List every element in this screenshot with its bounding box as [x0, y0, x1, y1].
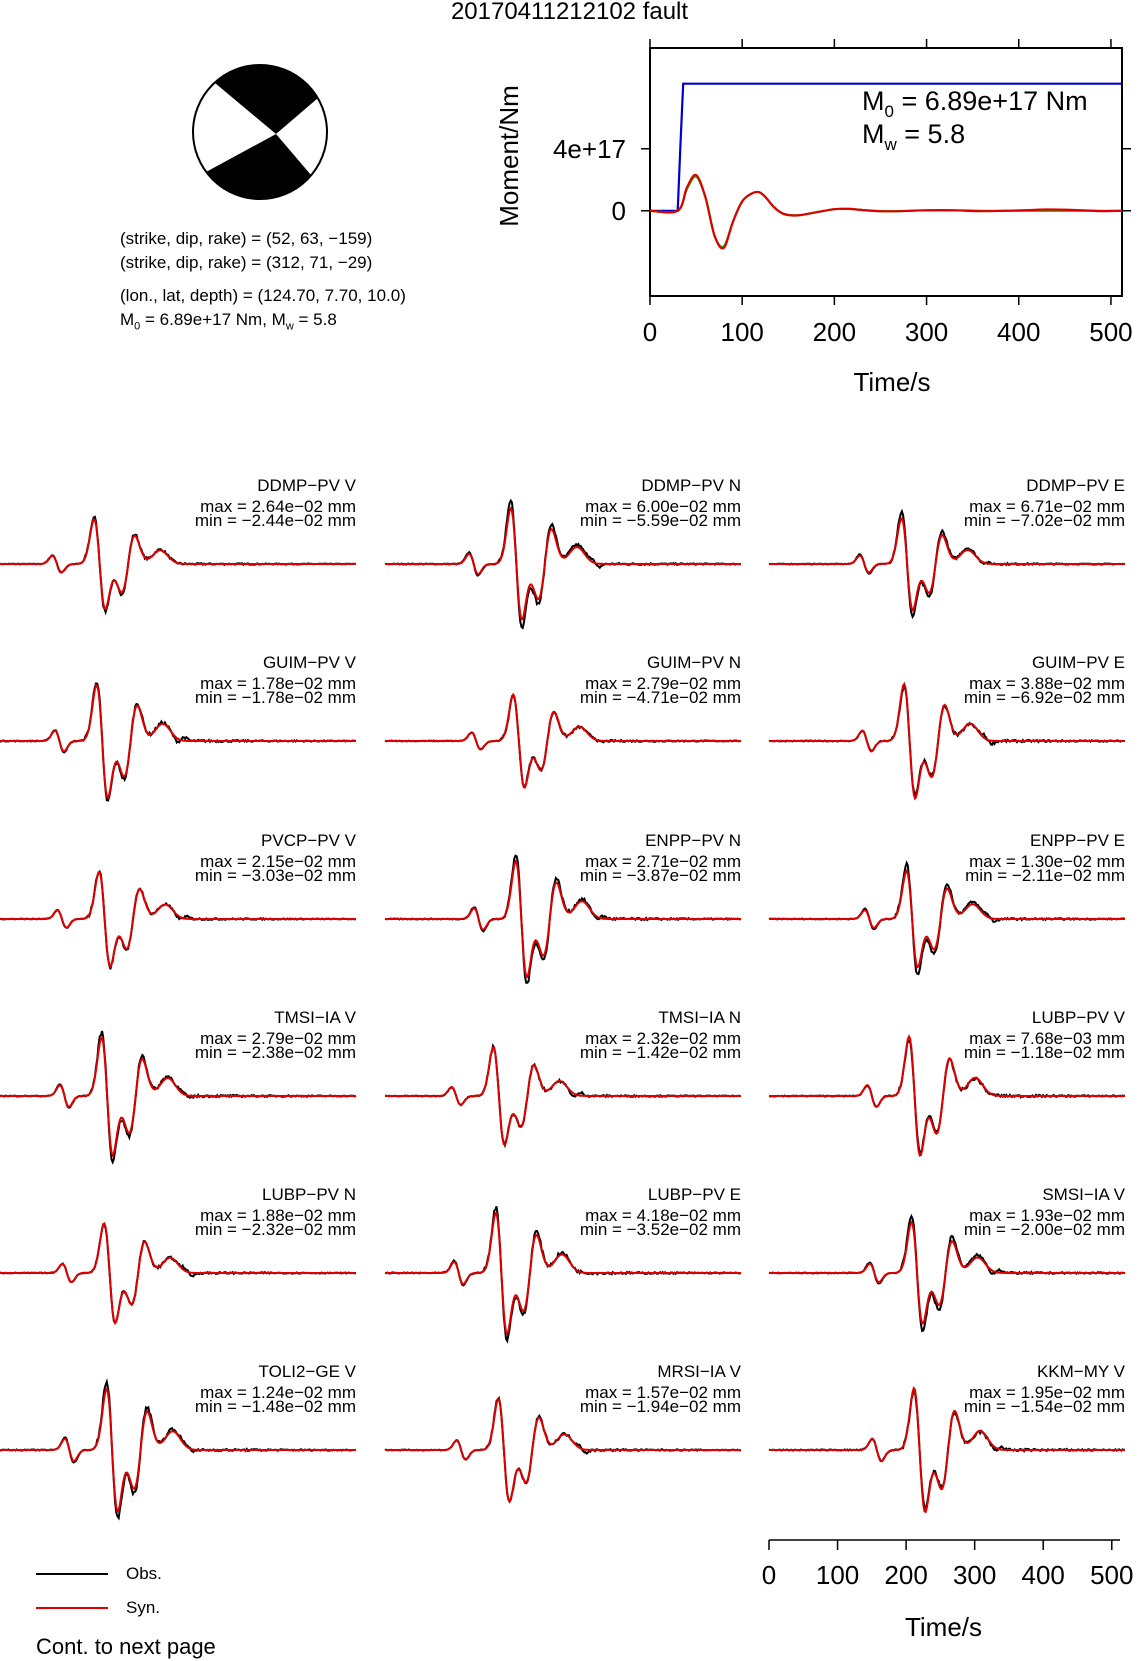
trace-max-label: max = 2.32e−02 mm — [585, 1029, 741, 1048]
moment-y-tick-label: 0 — [611, 195, 626, 226]
moment-x-axis-label: Time/s — [853, 367, 931, 397]
trace-min-label: min = −3.87e−02 mm — [579, 866, 741, 885]
trace-max-label: max = 2.79e−02 mm — [200, 1029, 356, 1048]
moment-summary: $M_0 = 6.89e+17$ Nm, $M_w = 5.8$ — [120, 310, 337, 333]
trace-station-label: GUIM−PV N — [647, 653, 741, 672]
trace-max-label: max = 1.88e−02 mm — [200, 1206, 356, 1225]
moment-x-tick-label: 300 — [904, 317, 949, 347]
synthetic-trace — [385, 695, 741, 788]
trace-station-label: LUBP−PV V — [1031, 1008, 1125, 1027]
trace-max-label: max = 1.78e−02 mm — [200, 674, 356, 693]
continuation-note: Cont. to next page — [36, 1634, 216, 1659]
synthetic-trace — [0, 872, 356, 966]
legend-syn-label: Syn. — [126, 1598, 161, 1617]
trace-max-label: max = 4.18e−02 mm — [585, 1206, 741, 1225]
trace-min-label: min = −2.38e−02 mm — [194, 1043, 356, 1062]
trace-station-label: SMSI−IA V — [1042, 1185, 1125, 1204]
trace-max-label: max = 1.95e−02 mm — [969, 1383, 1125, 1402]
trace-max-label: max = 2.15e−02 mm — [200, 852, 356, 871]
moment-y-tick-label: 4e+17 — [552, 133, 626, 164]
trace-station-label: ENPP−PV N — [645, 831, 741, 850]
observed-trace — [0, 872, 356, 970]
waveform-x-tick-label: 100 — [815, 1560, 860, 1590]
moment-mw-annotation: $M_w = 5.8$ — [862, 119, 966, 154]
trace-min-label: min = −1.54e−02 mm — [963, 1397, 1125, 1416]
trace-station-label: DDMP−PV V — [257, 476, 356, 495]
trace-min-label: min = −2.11e−02 mm — [965, 866, 1125, 885]
trace-station-label: TMSI−IA V — [274, 1008, 356, 1027]
waveform-x-tick-label: 300 — [952, 1560, 997, 1590]
trace-station-label: ENPP−PV E — [1030, 831, 1125, 850]
trace-min-label: min = −6.92e−02 mm — [963, 688, 1125, 707]
moment-x-tick-label: 200 — [812, 317, 857, 347]
trace-min-label: min = −2.44e−02 mm — [194, 511, 356, 530]
moment-y-axis-label: Moment/Nm — [494, 85, 524, 227]
moment-x-tick-label: 400 — [997, 317, 1041, 347]
moment-x-tick-label: 500 — [1089, 317, 1133, 347]
trace-max-label: max = 7.68e−03 mm — [969, 1029, 1125, 1048]
trace-station-label: TOLI2−GE V — [258, 1362, 356, 1381]
trace-min-label: min = −2.00e−02 mm — [963, 1220, 1125, 1239]
trace-min-label: min = −1.18e−02 mm — [963, 1043, 1125, 1062]
waveform-x-tick-label: 200 — [884, 1560, 928, 1590]
nodal-plane-1: (strike, dip, rake) = (52, 63, −159) — [120, 229, 373, 248]
trace-station-label: GUIM−PV E — [1031, 653, 1125, 672]
waveform-x-tick-label: 400 — [1021, 1560, 1065, 1590]
trace-min-label: min = −4.71e−02 mm — [579, 688, 741, 707]
trace-station-label: GUIM−PV V — [262, 653, 356, 672]
trace-station-label: LUBP−PV N — [261, 1185, 356, 1204]
trace-min-label: min = −3.52e−02 mm — [579, 1220, 741, 1239]
nodal-plane-2: (strike, dip, rake) = (312, 71, −29) — [120, 253, 373, 272]
hypocenter-location: (lon., lat, depth) = (124.70, 7.70, 10.0) — [120, 286, 406, 305]
trace-max-label: max = 3.88e−02 mm — [969, 674, 1125, 693]
trace-station-label: TMSI−IA N — [658, 1008, 741, 1027]
trace-station-label: PVCP−PV V — [261, 831, 356, 850]
synthetic-trace — [385, 1043, 741, 1145]
trace-min-label: min = −1.78e−02 mm — [194, 688, 356, 707]
trace-max-label: max = 1.57e−02 mm — [585, 1383, 741, 1402]
legend-obs-label: Obs. — [126, 1564, 162, 1583]
trace-max-label: max = 6.00e−02 mm — [585, 497, 741, 516]
moment-x-tick-label: 100 — [720, 317, 764, 347]
trace-min-label: min = −3.03e−02 mm — [194, 866, 356, 885]
trace-station-label: DDMP−PV N — [641, 476, 741, 495]
page-title: 20170411212102 fault — [450, 0, 689, 25]
trace-max-label: max = 1.24e−02 mm — [200, 1383, 356, 1402]
trace-max-label: max = 6.71e−02 mm — [969, 497, 1125, 516]
waveform-x-tick-label: 0 — [761, 1560, 777, 1590]
moment-m0-annotation: $M_0 = 6.89e+17$ Nm — [862, 86, 1088, 121]
trace-min-label: min = −5.59e−02 mm — [579, 511, 741, 530]
trace-station-label: LUBP−PV E — [647, 1185, 741, 1204]
trace-station-label: DDMP−PV E — [1026, 476, 1125, 495]
trace-min-label: min = −1.94e−02 mm — [579, 1397, 741, 1416]
trace-min-label: min = −1.42e−02 mm — [579, 1043, 741, 1062]
trace-max-label: max = 2.71e−02 mm — [585, 852, 741, 871]
synthetic-trace — [769, 519, 1125, 611]
trace-max-label: max = 1.30e−02 mm — [969, 852, 1125, 871]
trace-min-label: min = −7.02e−02 mm — [963, 511, 1125, 530]
moment-x-tick-label: 0 — [642, 317, 658, 347]
legend-lines — [30, 1560, 120, 1620]
trace-min-label: min = −1.48e−02 mm — [194, 1397, 356, 1416]
waveform-x-axis-label: Time/s — [904, 1612, 983, 1642]
trace-max-label: max = 2.79e−02 mm — [585, 674, 741, 693]
trace-max-label: max = 2.64e−02 mm — [200, 497, 356, 516]
trace-station-label: KKM−MY V — [1036, 1362, 1125, 1381]
waveform-x-tick-label: 500 — [1090, 1560, 1134, 1590]
trace-min-label: min = −2.32e−02 mm — [194, 1220, 356, 1239]
trace-station-label: MRSI−IA V — [657, 1362, 741, 1381]
trace-max-label: max = 1.93e−02 mm — [969, 1206, 1125, 1225]
